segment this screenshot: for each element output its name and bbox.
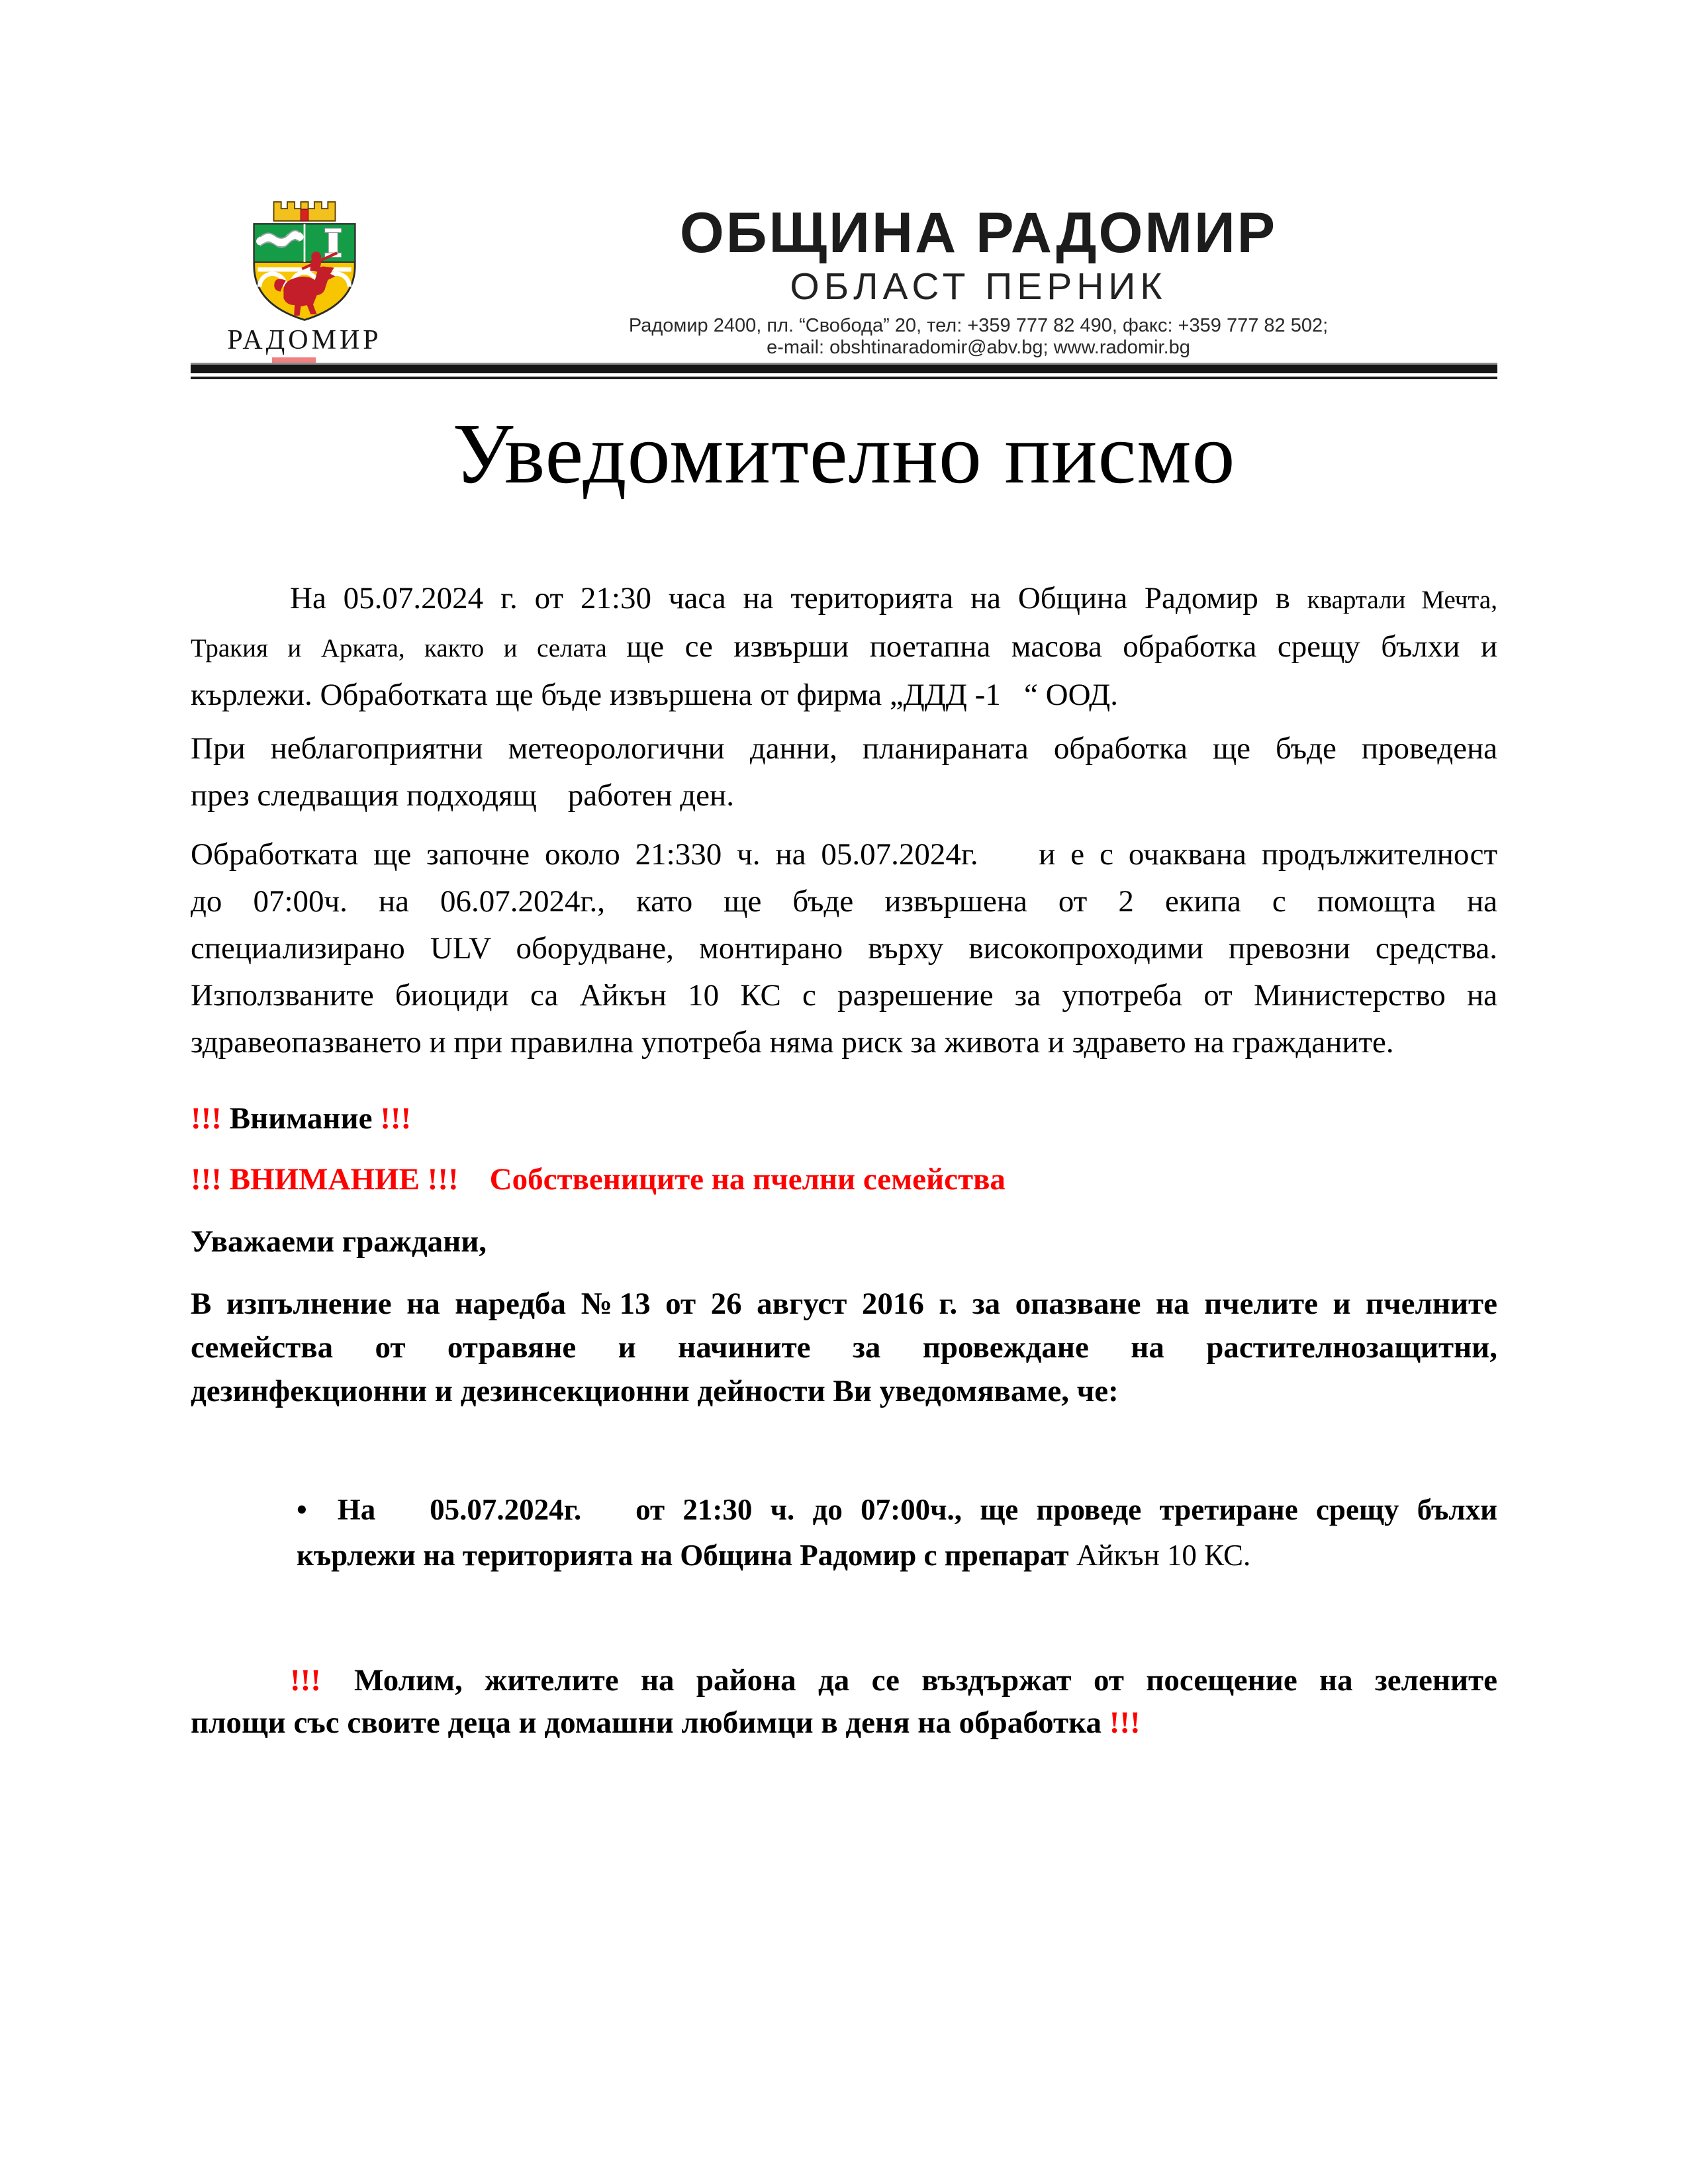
municipality-name: ОБЩИНА РАДОМИР [679, 201, 1278, 265]
paragraph-weather-note [191, 725, 1497, 819]
text-line: Тракия и Арката, както и селата ще се извърши поетапна масова обработка срещу бълхи и [191, 629, 1497, 664]
paragraph-final-warning [191, 1659, 1497, 1744]
letterhead [191, 193, 1497, 363]
exclamation-marks: !!! [380, 1101, 412, 1136]
text-line: специализирано ULV оборудване, монтирано върху високопроходими превозни средства. [191, 931, 1497, 966]
bullet-marker: • [297, 1493, 307, 1526]
paragraph-regulation [191, 1282, 1497, 1413]
text-line: Обработката ще започне около 21:330 ч. на 05.07.2024г. и е с очаквана продължителност [191, 837, 1497, 872]
header-separator [191, 363, 1497, 379]
warning-attention-line [191, 1097, 1497, 1140]
letterhead-text [461, 203, 1496, 359]
text-line: кърлежи на територията на Община Радомир с препарат Айкън 10 КС. [297, 1539, 1251, 1572]
logo-caption: РАДОМИР [227, 325, 382, 355]
warning-beekeepers-line: !!! ВНИМАНИЕ !!! Собствениците на пчелни семейства [191, 1162, 1006, 1197]
separator-thin-line [191, 377, 1497, 379]
text-line: дезинфекционни и дезинсекционни дейности Ви уведомяваме, че: [191, 1374, 1119, 1408]
text-line: до 07:00ч. на 06.07.2024г., като ще бъде извършена от 2 екипа с помощта на [191, 884, 1497, 919]
text-line: • На 05.07.2024г. от 21:30 ч. до 07:00ч., ще проведе третиране срещу бълхи [297, 1493, 1497, 1526]
text-line: здравеопазването и при правилна употреба няма риск за живота и здравето на гражданите. [191, 1025, 1394, 1060]
warning-word: Внимание [229, 1101, 373, 1136]
exclamation-marks: !!! [191, 1101, 222, 1136]
separator-thick-line [191, 363, 1497, 373]
municipality-logo [225, 193, 384, 363]
logo-underline-decoration [272, 357, 316, 363]
text-line: В изпълнение на наредба №13 от 26 август 2016 г. за опазване на пчелите и пчелните [191, 1287, 1497, 1321]
bullet-item-treatment [191, 1487, 1497, 1578]
address-line: Радомир 2400, пл. “Свобода” 20, тел: +359 777 82 490, факс: +359 777 82 502; [628, 315, 1329, 336]
text-line: !!! Молим, жителите на района да се въздържат от посещение на зелените [290, 1663, 1497, 1698]
text-line: На 05.07.2024 г. от 21:30 часа на територията на Община Радомир в квартали Мечта, [290, 581, 1497, 615]
text-line: Използваните биоциди са Айкън 10 КС с разрешение за употреба от Министерство на [191, 978, 1497, 1013]
coat-of-arms-icon [243, 193, 366, 324]
paragraph-treatment-details [191, 831, 1497, 1066]
greeting-line: Уважаеми граждани, [191, 1224, 487, 1259]
text-line: кърлежи. Обработката ще бъде извършена от фирма „ДДД -1 “ ООД. [191, 678, 1118, 712]
text-line: площи със своите деца и домашни любимци в деня на обработка !!! [191, 1706, 1141, 1740]
paragraph-schedule-intro [191, 575, 1497, 719]
region-name: ОБЛАСТ ПЕРНИК [790, 265, 1167, 308]
exclamation-marks: !!! [1109, 1706, 1141, 1740]
text-line: семейства от отравяне и начините за провеждане на растителнозащитни, [191, 1330, 1497, 1365]
exclamation-marks: !!! [290, 1663, 321, 1698]
document-title: Уведомително писмо [452, 406, 1236, 502]
email-line: e-mail: obshtinaradomir@abv.bg; www.radomir.bg [767, 337, 1190, 358]
text-line: При неблагоприятни метеорологични данни, планираната обработка ще бъде проведена [191, 731, 1497, 766]
text-line: през следващия подходящ работен ден. [191, 778, 734, 813]
